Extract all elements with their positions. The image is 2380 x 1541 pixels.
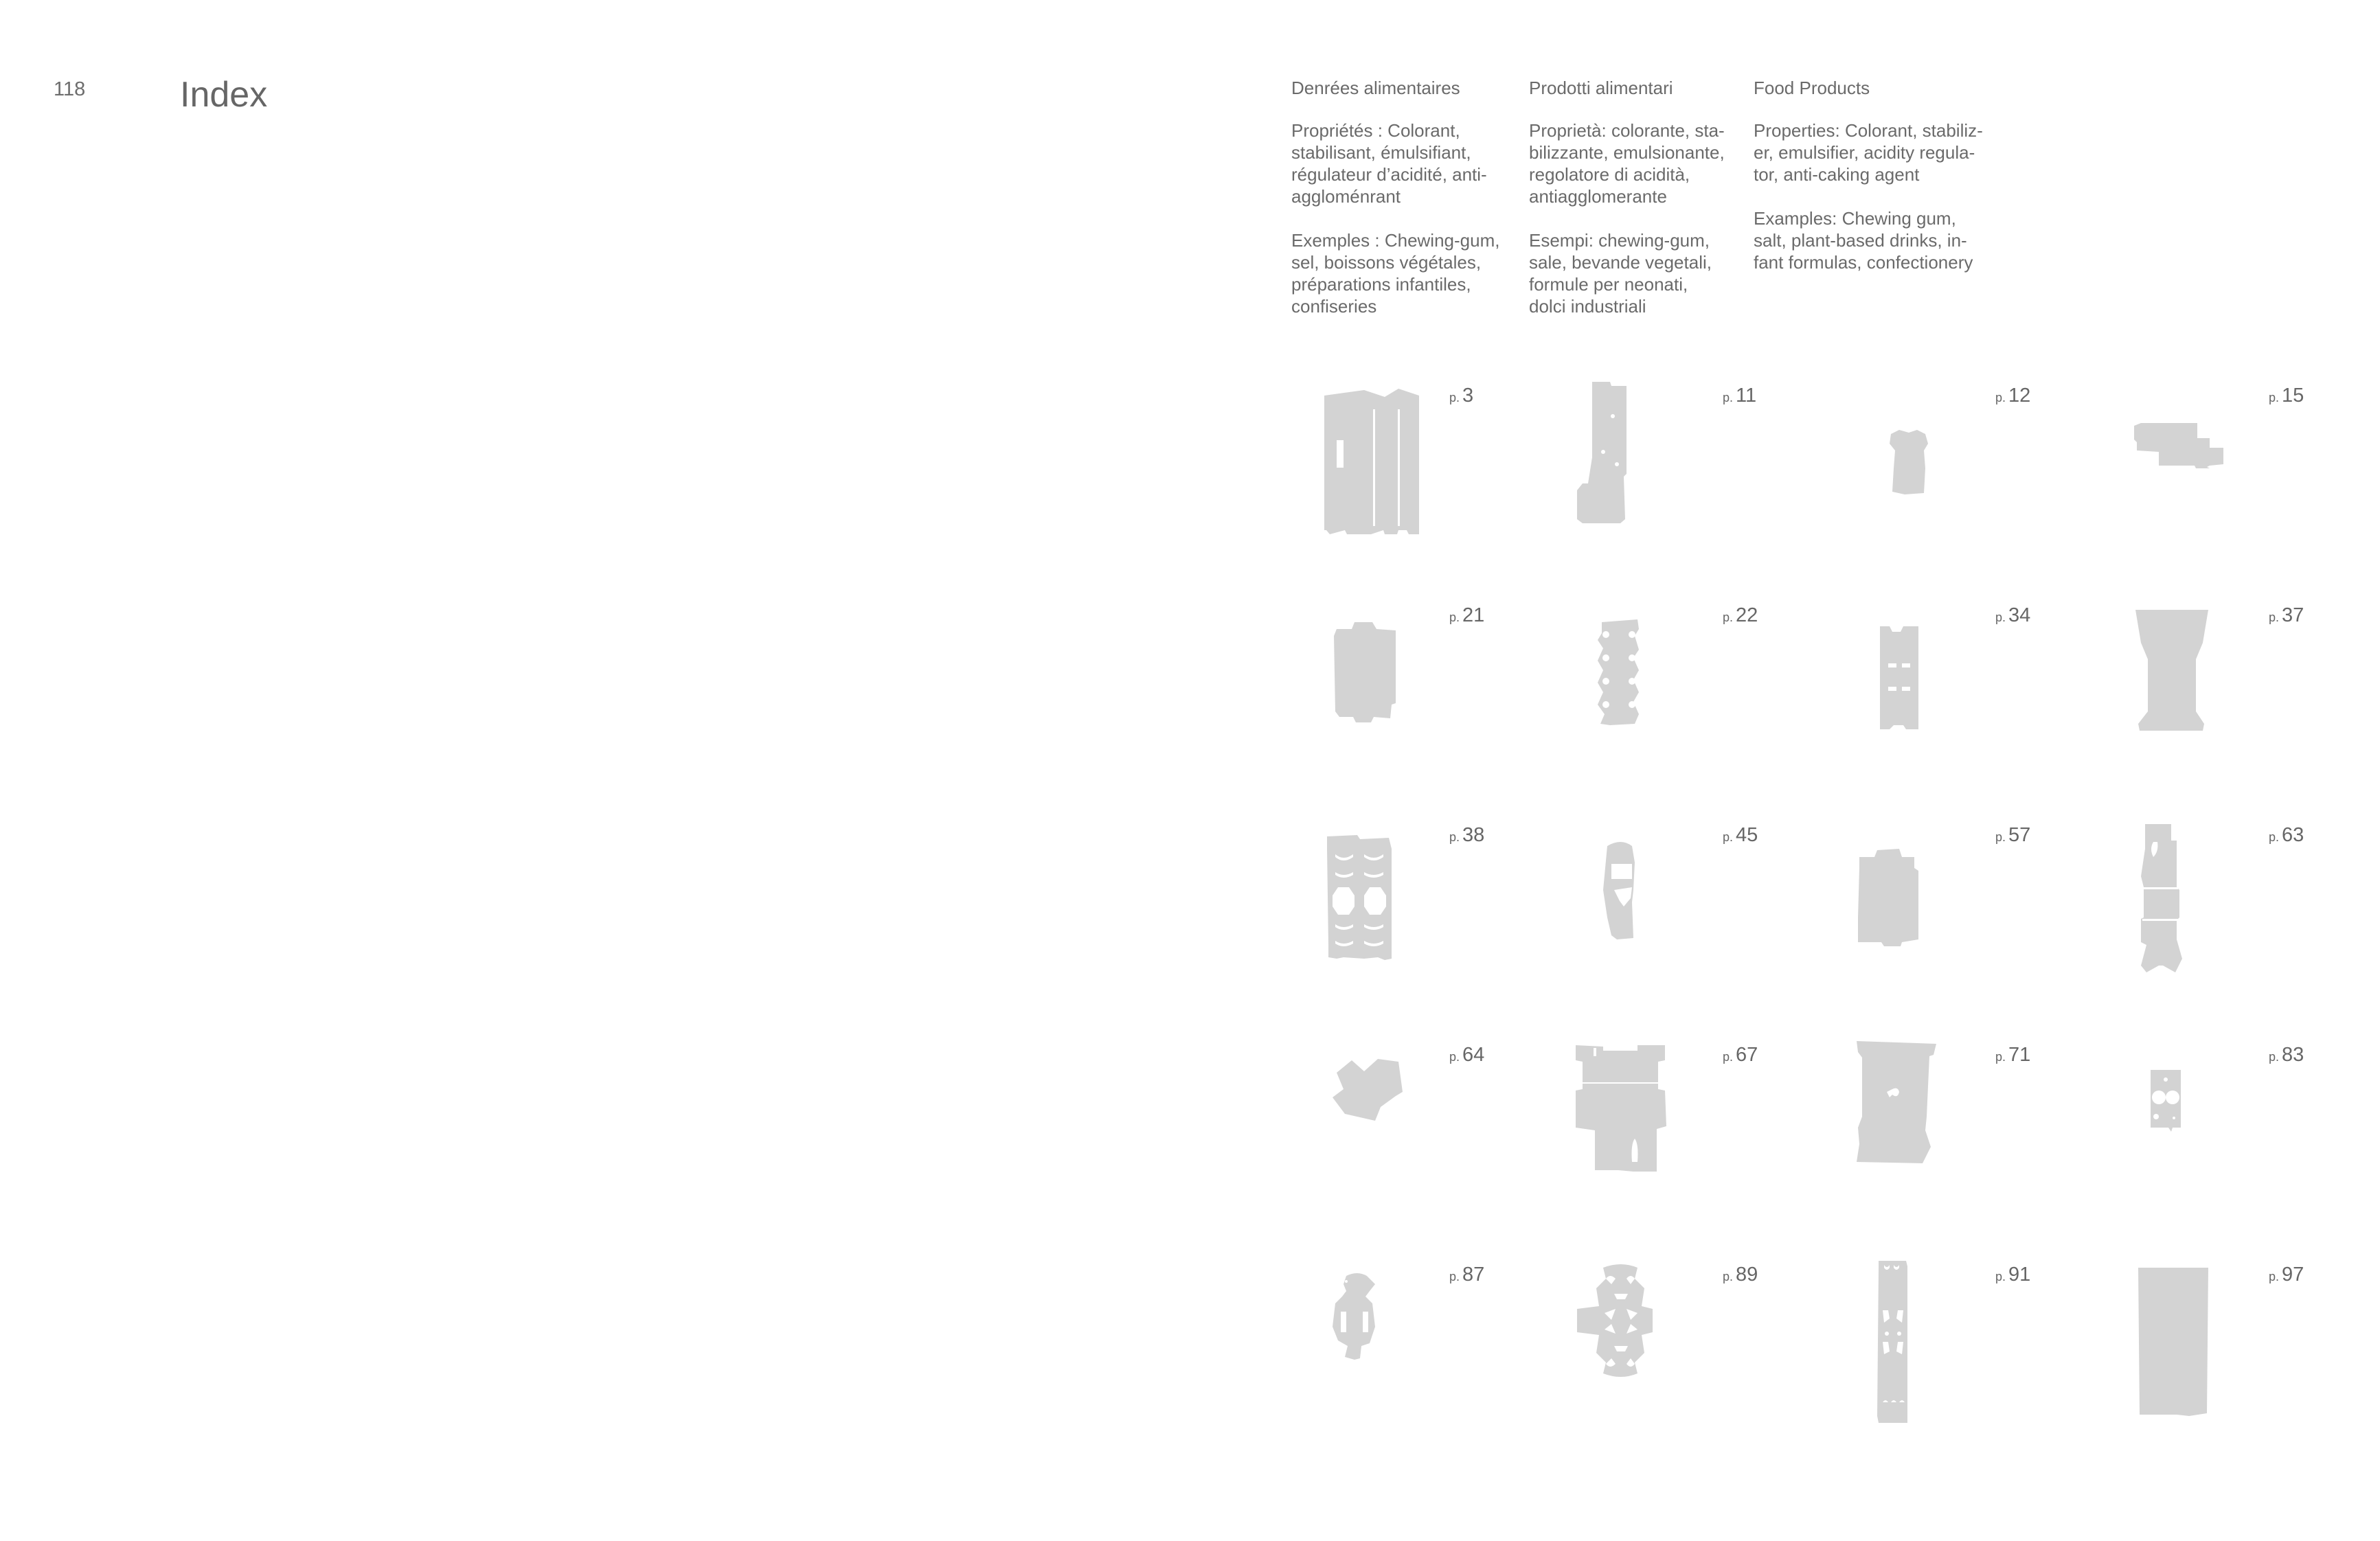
page-reference-number: 71 [2008,1044,2031,1066]
die-cut-template-image [1562,382,1823,588]
index-item [1289,382,1550,588]
page-prefix: p. [1449,391,1460,404]
page-reference [1449,824,1484,847]
page-reference-number: 45 [1736,824,1758,846]
page-reference-number: 67 [1736,1044,1758,1066]
index-item [1835,382,2096,588]
page-reference-number: 3 [1462,385,1474,407]
column-english [1754,77,2001,295]
page-reference [2269,1264,2304,1286]
die-cut-template-image [2108,602,2369,808]
page-reference [1995,385,2030,407]
die-cut-template-image [1289,602,1550,808]
page-prefix: p. [2269,610,2280,624]
index-item [1289,1041,1550,1247]
index-item [1835,602,2096,808]
index-item [1562,602,1823,808]
page-prefix: p. [2269,1050,2280,1064]
index-item [2108,382,2369,588]
column-heading: Denrées alimentaires [1291,78,1460,98]
page-reference [1449,385,1473,407]
page-prefix: p. [1723,1050,1734,1064]
page-reference-number: 97 [2282,1264,2304,1286]
page-number: 118 [54,78,86,100]
column-properties: Propriétés : Colorant, stabilisant, émulsifiant, régulateur d’acidité, anti- aggloménrant [1291,120,1487,207]
index-item [1289,1261,1550,1467]
die-cut-template-image [1289,1261,1550,1467]
page-reference [1995,604,2030,627]
page-prefix: p. [2269,391,2280,404]
index-item [1289,602,1550,808]
page-prefix: p. [2269,830,2280,844]
die-cut-template-image [2108,1041,2369,1247]
die-cut-template-image [1835,602,2096,808]
page-prefix: p. [1723,1270,1734,1283]
index-item [2108,821,2369,1027]
page-reference [2269,604,2304,627]
page-prefix: p. [2269,1270,2280,1283]
die-cut-template-image [1289,382,1550,588]
die-cut-template-image [1289,1041,1550,1247]
column-heading: Prodotti alimentari [1529,78,1673,98]
page-reference [1995,824,2030,847]
die-cut-template-image [2108,382,2369,588]
index-item [1562,821,1823,1027]
index-item [2108,1041,2369,1247]
page-reference-number: 83 [2282,1044,2304,1066]
page-reference-number: 87 [1462,1264,1485,1286]
column-examples: Examples: Chewing gum, salt, plant-based drinks, in- fant formulas, confectionery [1754,208,1973,273]
page-reference [1723,604,1758,627]
die-cut-template-image [1835,1041,2096,1247]
page-reference-number: 22 [1736,604,1758,626]
page-reference-number: 38 [1462,824,1485,846]
page-reference [1449,1044,1484,1066]
page-prefix: p. [1449,610,1460,624]
page-reference-number: 21 [1462,604,1485,626]
column-examples: Esempi: chewing-gum, sale, bevande vegetali, formule per neonati, dolci industriali [1529,230,1712,317]
column-examples: Exemples : Chewing-gum, sel, boissons végétales, préparations infantiles, confiseries [1291,230,1500,317]
index-item [2108,602,2369,808]
page-reference-number: 63 [2282,824,2304,846]
index-item [1562,1261,1823,1467]
page-reference [1723,1044,1758,1066]
page-prefix: p. [1995,830,2006,844]
index-item [1835,1041,2096,1247]
page-reference [1723,385,1756,407]
page-reference-number: 12 [2008,385,2031,407]
die-cut-template-image [2108,821,2369,1027]
page-prefix: p. [1723,391,1734,404]
page-reference [1449,604,1484,627]
page-reference-number: 57 [2008,824,2031,846]
page-prefix: p. [1723,610,1734,624]
page-reference [1995,1264,2030,1286]
die-cut-template-image [1562,821,1823,1027]
page-prefix: p. [1449,830,1460,844]
die-cut-template-image [1835,1261,2096,1467]
page-prefix: p. [1449,1050,1460,1064]
page-reference-number: 11 [1736,385,1757,407]
column-italian [1529,77,1749,339]
index-item [1562,382,1823,588]
page-reference-number: 91 [2008,1264,2031,1286]
page-reference-number: 15 [2282,385,2304,407]
page-reference [1723,1264,1758,1286]
page-reference [2269,824,2304,847]
page-reference-number: 89 [1736,1264,1758,1286]
page-prefix: p. [1449,1270,1460,1283]
die-cut-template-image [1562,602,1823,808]
index-item [1562,1041,1823,1247]
page-reference-number: 64 [1462,1044,1485,1066]
page-prefix: p. [1995,1270,2006,1283]
page-reference [1995,1044,2030,1066]
page-title: Index [180,75,268,115]
die-cut-template-image [1562,1041,1823,1247]
page-reference-number: 37 [2282,604,2304,626]
column-french [1291,77,1518,339]
die-cut-template-image [1562,1261,1823,1467]
column-properties: Proprietà: colorante, sta- bilizzante, emulsionante, regolatore di acidità, antiagglomerante [1529,120,1725,207]
index-item [1289,821,1550,1027]
page-prefix: p. [1995,391,2006,404]
page-reference [2269,1044,2304,1066]
column-properties: Properties: Colorant, stabiliz- er, emulsifier, acidity regula- tor, anti-caking agent [1754,120,1983,185]
page-reference-number: 34 [2008,604,2031,626]
page-reference [2269,385,2304,407]
index-item [1835,821,2096,1027]
page-prefix: p. [1995,610,2006,624]
die-cut-template-image [1835,382,2096,588]
die-cut-template-image [1289,821,1550,1027]
page-reference [1449,1264,1484,1286]
column-heading: Food Products [1754,78,1870,98]
index-item [1835,1261,2096,1467]
die-cut-template-image [1835,821,2096,1027]
index-item [2108,1261,2369,1467]
page-reference [1723,824,1758,847]
page-prefix: p. [1995,1050,2006,1064]
page-prefix: p. [1723,830,1734,844]
die-cut-template-image [2108,1261,2369,1467]
